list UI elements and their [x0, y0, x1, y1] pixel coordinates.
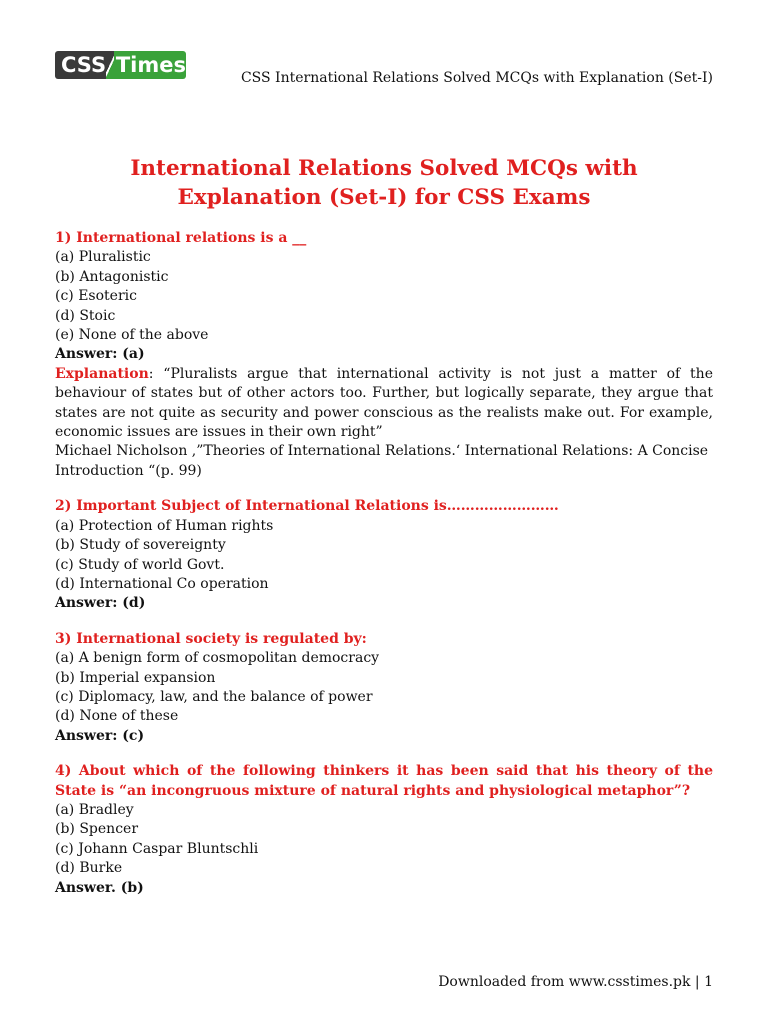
option: (b) Study of sovereignty	[55, 537, 226, 554]
option: (c) Esoteric	[55, 288, 137, 305]
answer: Answer. (b)	[55, 879, 144, 896]
explanation	[55, 365, 713, 443]
option: (a) Protection of Human rights	[55, 517, 274, 534]
option: (a) Pluralistic	[55, 249, 151, 266]
option: (c) Study of world Govt.	[55, 556, 225, 573]
csstimes-logo	[55, 51, 186, 79]
question-block-1	[55, 229, 713, 481]
explanation-label: Explanation	[55, 365, 149, 382]
logo-css-text: CSS	[55, 51, 106, 79]
option: (c) Diplomacy, law, and the balance of power	[55, 688, 373, 705]
question-text: 1) International relations is a __	[55, 230, 307, 246]
option: (b) Antagonistic	[55, 268, 169, 285]
option: (c) Johann Caspar Bluntschli	[55, 840, 259, 857]
question-block-3	[55, 630, 713, 746]
option: (d) None of these	[55, 708, 179, 725]
option: (b) Imperial expansion	[55, 669, 216, 686]
logo-times-text: Times	[115, 53, 186, 77]
answer: Answer: (c)	[55, 727, 145, 744]
option: (b) Spencer	[55, 821, 139, 838]
page-footer: Downloaded from www.csstimes.pk | 1	[438, 974, 713, 990]
option: (d) International Co operation	[55, 575, 269, 592]
mcq-content	[55, 229, 713, 914]
question-text: 3) International society is regulated by:	[55, 630, 367, 647]
logo-slash-icon	[106, 51, 114, 79]
running-header: CSS International Relations Solved MCQs with Explanation (Set-I)	[240, 70, 713, 86]
option: (a) Bradley	[55, 801, 134, 818]
option: (d) Stoic	[55, 307, 116, 324]
answer: Answer: (a)	[55, 346, 145, 363]
question-block-2	[55, 497, 713, 613]
answer: Answer: (d)	[55, 595, 146, 612]
option: (a) A benign form of cosmopolitan democracy	[55, 650, 380, 667]
option: (d) Burke	[55, 860, 123, 877]
citation: Michael Nicholson ,”Theories of International Relations.‘ International Relations: A Concise Introduction “(p. 99)	[55, 443, 709, 479]
question-text: 4) About which of the following thinkers it has been said that his theory of the State is “an incongruous mixture of natural rights and physiological metaphor”?	[55, 763, 713, 799]
option: (e) None of the above	[55, 327, 209, 344]
question-block-4	[55, 762, 713, 898]
question-text: 2) Important Subject of International Relations is……………………	[55, 498, 559, 515]
explanation-text: : “Pluralists argue that international activity is not just a matter of the behaviour of states but of other actors too. Further, but logically separate, they argue that states are not quite as security and power conscious as the realists make out. For example, economic issues are issues in their own right”	[55, 365, 713, 441]
document-title: International Relations Solved MCQs with Explanation (Set-I) for CSS Exams	[130, 156, 638, 210]
